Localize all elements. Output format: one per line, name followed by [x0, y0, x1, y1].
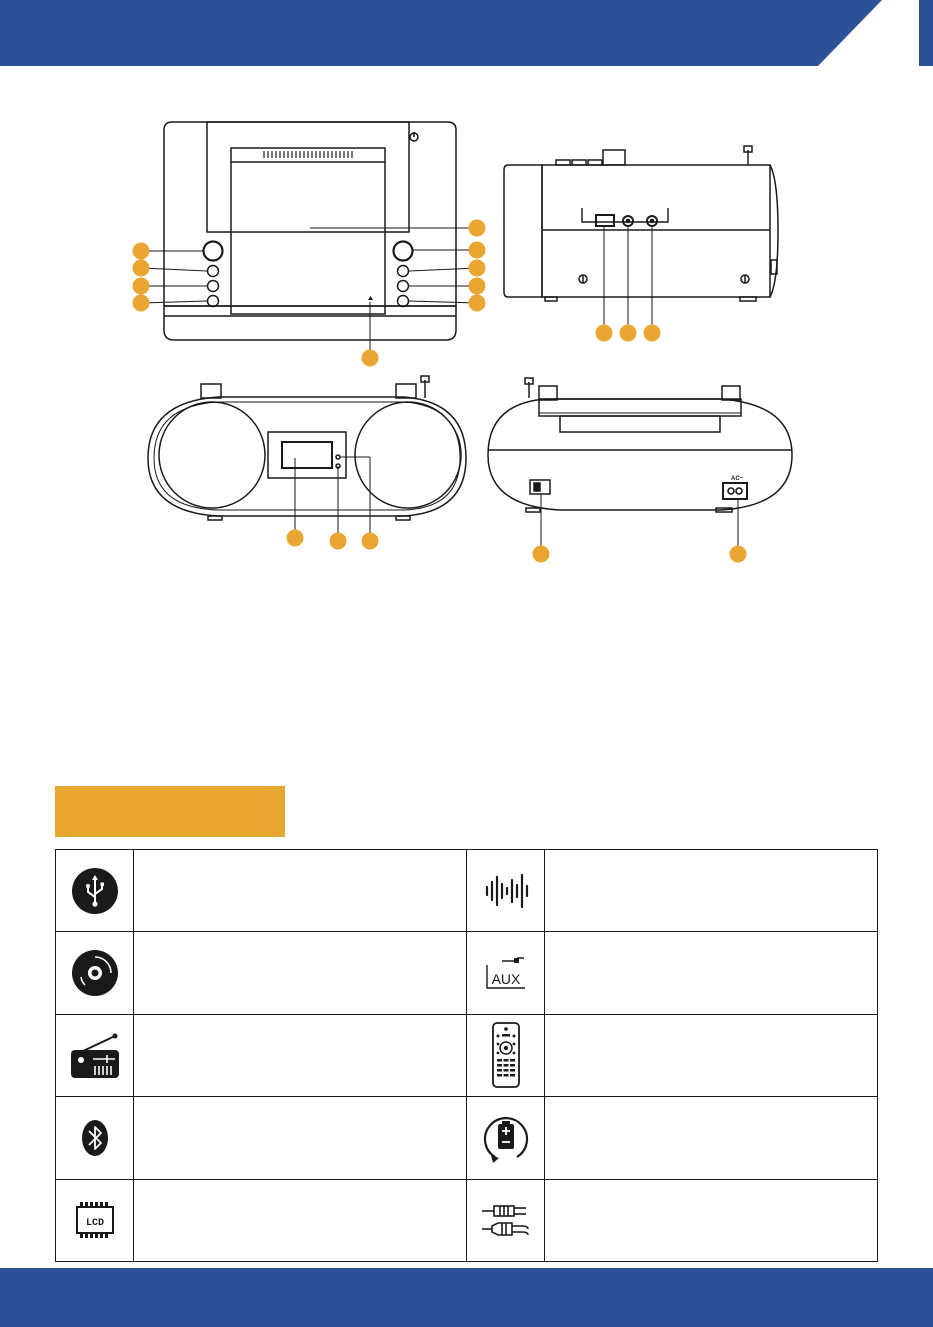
- feature-description: [545, 1097, 878, 1179]
- bluetooth-icon: [80, 1118, 110, 1158]
- feature-description: [134, 850, 467, 932]
- feature-description: [134, 1014, 467, 1096]
- section-heading-bar: [55, 786, 285, 837]
- table-row: [56, 932, 878, 1014]
- feature-description: [134, 932, 467, 1014]
- sound-wave-icon: [482, 871, 530, 911]
- callout-marker: [133, 243, 150, 260]
- table-row: [56, 1179, 878, 1261]
- callout-marker: [644, 325, 661, 342]
- callout-marker: [133, 278, 150, 295]
- callout-marker: [596, 325, 613, 342]
- aux-icon: [484, 953, 528, 993]
- svg-text:AUX: AUX: [491, 971, 520, 988]
- icon-cell: [467, 932, 545, 1014]
- ac-input-label: AC~: [731, 476, 744, 482]
- callout-marker: [469, 278, 486, 295]
- table-row: [56, 1097, 878, 1179]
- svg-text:LCD: LCD: [85, 1218, 104, 1230]
- callout-marker: [730, 546, 747, 563]
- cd-disc-icon: [71, 949, 119, 997]
- icon-cell: [467, 1179, 545, 1261]
- icon-cell: [56, 1097, 134, 1179]
- feature-description: [545, 850, 878, 932]
- side-view: [504, 146, 778, 332]
- callout-marker: [469, 220, 486, 237]
- callout-marker: [533, 546, 550, 563]
- callout-marker: [362, 533, 379, 550]
- callout-marker: [330, 533, 347, 550]
- remote-control-icon: [491, 1022, 521, 1088]
- power-cable-icon: [480, 1199, 532, 1241]
- callout-marker: [620, 325, 637, 342]
- footer-band: [0, 1268, 933, 1327]
- feature-description: [545, 932, 878, 1014]
- icon-cell: [467, 1097, 545, 1179]
- icon-cell: [467, 850, 545, 932]
- callout-marker: [133, 260, 150, 277]
- callout-markers: [133, 220, 747, 563]
- callout-marker: [133, 295, 150, 312]
- icon-cell: [56, 1014, 134, 1096]
- feature-description: [134, 1097, 467, 1179]
- battery-charge-icon: [481, 1111, 531, 1165]
- front-view: [148, 376, 466, 540]
- callout-marker: [469, 242, 486, 259]
- callout-marker: [469, 260, 486, 277]
- feature-description: [134, 1179, 467, 1261]
- icon-cell: [56, 850, 134, 932]
- callout-marker: [469, 295, 486, 312]
- feature-description: [545, 1179, 878, 1261]
- features-table: [55, 849, 878, 1262]
- table-row: [56, 850, 878, 932]
- feature-description: [545, 1014, 878, 1096]
- callout-marker: [287, 530, 304, 547]
- icon-cell: [56, 1179, 134, 1261]
- product-diagram: [0, 0, 933, 600]
- icon-cell: [56, 932, 134, 1014]
- radio-icon: [69, 1030, 121, 1080]
- lcd-display-icon: [75, 1200, 115, 1240]
- callout-marker: [362, 350, 379, 367]
- table-row: [56, 1014, 878, 1096]
- usb-icon: [71, 867, 119, 915]
- top-view: [142, 122, 477, 357]
- rear-view: [488, 378, 792, 553]
- icon-cell: [467, 1014, 545, 1096]
